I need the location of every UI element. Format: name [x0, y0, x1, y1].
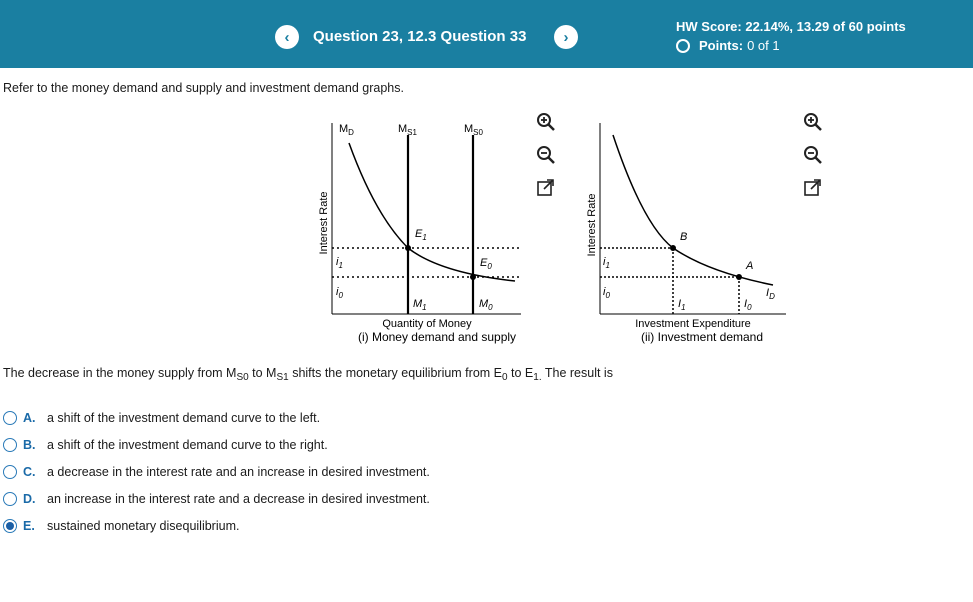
i1-label: $i_1$ — [336, 256, 343, 270]
radio-c[interactable] — [3, 465, 17, 479]
points-label: Points: — [699, 38, 744, 53]
graph2-y-axis-label: Interest Rate — [586, 193, 598, 257]
choice-text: an increase in the interest rate and a decrease in desired investment. — [47, 491, 430, 506]
points-circle-icon — [676, 39, 690, 53]
graph1-tools — [534, 110, 558, 200]
e1-point — [405, 245, 411, 251]
graph2-caption: (ii) Investment demand — [640, 330, 764, 344]
investment-demand-graph — [583, 115, 798, 350]
radio-d[interactable] — [3, 492, 17, 506]
graph2-x-axis-label: Investment Expenditure — [635, 318, 751, 330]
choice-c[interactable] — [3, 458, 430, 485]
a-label: A — [746, 260, 754, 272]
i0-label: $i_0$ — [336, 286, 343, 300]
radio-a[interactable] — [3, 411, 17, 425]
choice-letter: E. — [23, 518, 35, 533]
choice-text: sustained monetary disequilibrium. — [47, 518, 240, 533]
graph1-caption: (i) Money demand and supply — [357, 330, 517, 344]
choice-letter: A. — [23, 410, 36, 425]
a-point — [736, 274, 742, 280]
graph2-i1-label: $i_1$ — [603, 256, 610, 270]
choice-letter: C. — [23, 464, 36, 479]
points-row — [676, 38, 780, 53]
choice-letter: D. — [23, 491, 36, 506]
choice-d[interactable] — [3, 485, 430, 512]
radio-e[interactable] — [3, 519, 17, 533]
choice-b[interactable] — [3, 431, 430, 458]
choice-a[interactable] — [3, 404, 430, 431]
e0-label: $E_0$ — [480, 257, 492, 271]
inv1-label: $I_1$ — [678, 298, 686, 312]
graph1-x-axis-label: Quantity of Money — [382, 318, 472, 330]
graph1-y-axis-label: Interest Rate — [318, 191, 330, 255]
md-label: $M_D$ — [339, 123, 354, 137]
money-demand-supply-graph — [315, 115, 530, 350]
question-title: Question 23, 12.3 Question 33 — [313, 28, 527, 45]
previous-question-button[interactable]: ‹ — [275, 25, 299, 49]
graph2-i0-label: $i_0$ — [603, 286, 610, 300]
next-question-button[interactable]: › — [554, 25, 578, 49]
id-label: $I_D$ — [766, 287, 775, 301]
graph2-tools — [801, 110, 825, 200]
zoom-out-icon[interactable] — [534, 143, 558, 167]
ms0-label: $M_{S0}$ — [464, 123, 483, 137]
ms1-label: $M_{S1}$ — [398, 123, 417, 137]
choice-letter: B. — [23, 437, 36, 452]
b-point — [670, 245, 676, 251]
m0-label: $M_0$ — [479, 298, 493, 312]
header-bar — [0, 0, 973, 68]
zoom-in-icon[interactable] — [801, 110, 825, 134]
expand-icon[interactable] — [801, 176, 825, 200]
choice-text: a shift of the investment demand curve to the left. — [47, 410, 321, 425]
hw-score: HW Score: 22.14%, 13.29 of 60 points — [676, 19, 906, 34]
expand-icon[interactable] — [534, 176, 558, 200]
zoom-in-icon[interactable] — [534, 110, 558, 134]
inv0-label: $I_0$ — [744, 298, 752, 312]
question-statement: The decrease in the money supply from $M_{S0}$ to $M_{S1}$ shifts the monetary equilibrium from $E_0$ to $E_{1.}$ The result is — [3, 366, 613, 383]
answer-choices — [3, 404, 430, 539]
points-value: 0 of 1 — [747, 38, 780, 53]
b-label: B — [680, 231, 688, 243]
e0-point — [470, 274, 476, 280]
question-prompt: Refer to the money demand and supply and investment demand graphs. — [3, 81, 404, 95]
e1-label: $E_1$ — [415, 228, 427, 242]
radio-b[interactable] — [3, 438, 17, 452]
md-curve — [349, 143, 515, 281]
choice-e[interactable] — [3, 512, 430, 539]
m1-label: $M_1$ — [413, 298, 427, 312]
choice-text: a decrease in the interest rate and an increase in desired investment. — [47, 464, 430, 479]
choice-text: a shift of the investment demand curve to the right. — [47, 437, 328, 452]
zoom-out-icon[interactable] — [801, 143, 825, 167]
